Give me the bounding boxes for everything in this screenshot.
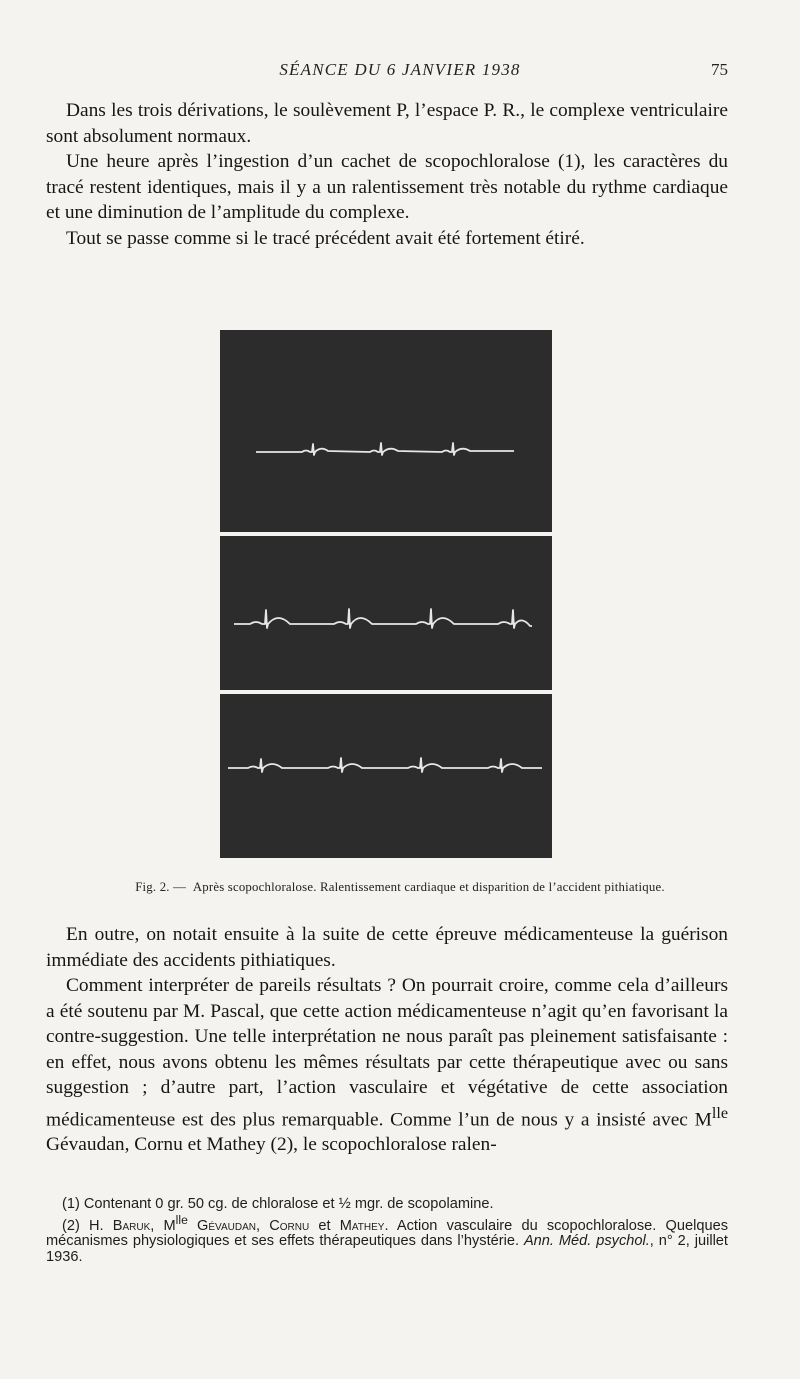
ecg-tracing-lead-1 <box>220 330 552 532</box>
footnote-2 <box>46 1213 728 1266</box>
author-name: Mathey <box>339 1217 385 1234</box>
footnote-text: , <box>255 1217 270 1234</box>
superscript: lle <box>711 1104 728 1122</box>
figure-label: Fig. 2. — <box>135 880 187 894</box>
body-text-bottom <box>46 922 728 1158</box>
ecg-figure <box>220 330 552 858</box>
page-header <box>0 60 800 84</box>
body-text-top <box>46 98 728 251</box>
running-title: SÉANCE DU 6 JANVIER 1938 <box>279 60 521 79</box>
page-number: 75 <box>711 60 728 79</box>
ecg-tracing-lead-2 <box>220 536 552 690</box>
footnote-1: (1) Contenant 0 gr. 50 cg. de chloralose et ½ mgr. de scopolamine. <box>62 1196 494 1212</box>
figure-caption-text: Après scopochloralose. Ralentissement cardiaque et disparition de l’accident pithiatique. <box>192 880 665 894</box>
paragraph <box>46 973 728 1158</box>
superscript: lle <box>175 1212 188 1227</box>
footnote-text: , n° 2, juillet 1936. <box>46 1233 728 1266</box>
footnote-text: , M <box>150 1217 176 1234</box>
paragraph: Une heure après l’ingestion d’un cachet de scopochloralose (1), les caractères du tracé restent identiques, mais il y a un ralentissement très notable du rythme cardiaque et une diminution de l’amplitude du complexe. <box>46 151 728 223</box>
author-name: Baruk <box>112 1217 151 1234</box>
journal-title: Ann. Méd. psychol. <box>523 1233 650 1250</box>
footnote-text: . Action vasculaire du scopochloralose. Quelques mécanismes physiologiques et ses effets thérapeutiques dans l’hystérie. <box>46 1217 728 1250</box>
paragraph-text: Gévaudan, Cornu et Mathey (2), le scopochloralose ralen- <box>46 1134 497 1156</box>
author-name: Cornu <box>269 1217 310 1234</box>
figure-caption <box>0 880 800 895</box>
paragraph-text: Comment interpréter de pareils résultats ? On pourrait croire, comme cela d’ailleurs a été soutenu par M. Pascal, que cette action médicamenteuse n’agit qu’en favorisant la contre-suggestion. Une telle interprétation ne nous paraît pas pleinement satisfaisante : en effet, nous avons obtenu les mêmes résultats par cette thérapeutique avec ou sans suggestion ; d’autre part, l’action vasculaire et végétative de cette association médicamenteuse est des plus remarquable. Comme l’un de nous y a insisté avec M <box>46 975 728 1130</box>
ecg-tracing-lead-3 <box>220 694 552 858</box>
footnote-text <box>188 1218 197 1234</box>
author-name: Gévaudan <box>197 1217 256 1234</box>
paragraph: Tout se passe comme si le tracé précédent avait été fortement étiré. <box>66 227 585 249</box>
footnote-text: (2) H. <box>62 1217 113 1234</box>
footnote-text: et <box>309 1217 340 1234</box>
paragraph: Dans les trois dérivations, le soulèvement P, l’espace P. R., le complexe ventriculaire sont absolument normaux. <box>46 100 728 147</box>
footnotes <box>46 1197 728 1266</box>
paragraph: En outre, on notait ensuite à la suite de cette épreuve médicamenteuse la guérison immédiate des accidents pithiatiques. <box>46 924 728 971</box>
